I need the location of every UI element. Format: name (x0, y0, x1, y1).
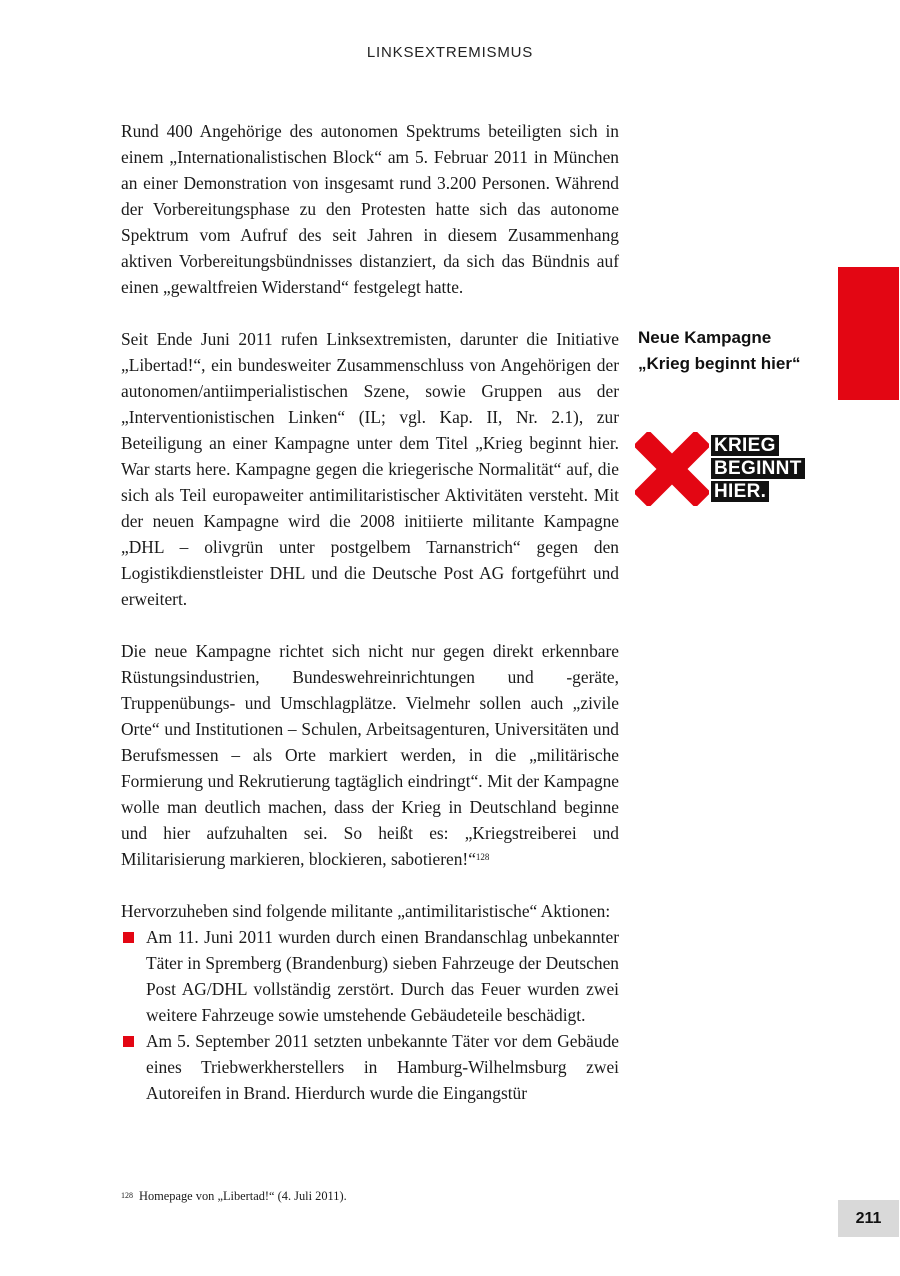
footnote-number: 128 (121, 1191, 133, 1200)
paragraph-campaign-targets-text: Die neue Kampagne richtet sich nicht nur gegen direkt erkennbare Rüstungsindustrien, Bundeswehreinrichtungen und -geräte, Truppenübungs- und Umschlagplätze. Vielmehr sollen auch „zivile Orte“ und Institutionen – Schulen, Arbeitsagenturen, Universitäten und Berufsmessen – als Orte markiert werden, in die „militärische Formierung und Rekrutierung tagtäglich eindringt“. Mit der Kampagne wolle man deutlich machen, dass der Krieg in Deutschland beginne und hier aufzuhalten sei. So heißt es: „Kriegstreiberei und Militarisierung markieren, blockieren, sabotieren!“ (121, 641, 619, 869)
paragraph-campaign: Seit Ende Juni 2011 rufen Linksextremisten, darunter die Initiative „Libertad!“, ein bundesweiter Zusammenschluss von Angehörigen der autonomen/antiimperialistischen Szene, sowie Gruppen aus der „Interventionistischen Linken“ (IL; vgl. Kap. II, Nr. 2.1), zur Beteiligung an einer Kampagne unter dem Titel „Krieg beginnt hier. War starts here. Kampagne gegen die kriegerische Normalität“ auf, die sich als Teil europaweiter antimilitaristischer Aktivitäten versteht. Mit der neuen Kampagne wird die 2008 initiierte militante Kampagne „DHL – olivgrün unter postgelbem Tarnanstrich“ gegen den Logistikdienstleister DHL und die Deutsche Post AG fortgeführt und erweitert. (121, 329, 619, 609)
list-item (121, 924, 619, 1028)
main-text-column (121, 118, 619, 1106)
red-x-icon (635, 432, 709, 506)
footnote-text: Homepage von „Libertad!“ (4. Juli 2011). (139, 1189, 347, 1203)
campaign-logo (635, 432, 813, 506)
margin-heading-line-2: „Krieg beginnt hier“ (638, 354, 801, 373)
logo-word: KRIEG (711, 435, 779, 456)
running-header: LINKSEXTREMISMUS (366, 44, 534, 61)
bullet-square-icon (123, 932, 134, 943)
bullet-square-icon (123, 1036, 134, 1047)
footnote-reference: 128 (475, 852, 490, 862)
page-number: 211 (838, 1200, 899, 1237)
paragraph-demonstration: Rund 400 Angehörige des autonomen Spektrums beteiligten sich in einem „Internationalistischen Block“ am 5. Februar 2011 in München an einer Demonstration von insgesamt rund 3.200 Personen. Während der Vorbereitungsphase zu den Protesten hatte sich das autonome Spektrum vom Aufruf des seit Jahren in diesem Zusammenhang aktiven Vorbereitungsbündnisses distanziert, da sich das Bündnis auf einen „gewaltfreien Widerstand“ festgelegt hatte. (121, 121, 619, 297)
footnote (121, 1188, 619, 1204)
chapter-tab-marker (838, 267, 899, 400)
actions-list (121, 924, 619, 1106)
list-item-text: Am 5. September 2011 setzten unbekannte Täter vor dem Gebäude eines Triebwerkherstellers in Hamburg-Wilhelmsburg zwei Autoreifen in Brand. Hierdurch wurde die Eingangstür (146, 1031, 619, 1103)
logo-wordmark (711, 435, 805, 504)
logo-word: HIER. (711, 481, 769, 502)
paragraph-actions-intro: Hervorzuheben sind folgende militante „antimilitaristische“ Aktionen: (121, 901, 611, 921)
list-item-text: Am 11. Juni 2011 wurden durch einen Brandanschlag unbekannter Täter in Spremberg (Brandenburg) sieben Fahrzeuge der Deutschen Post AG/DHL vollständig zerstört. Durch das Feuer wurden zwei weitere Fahrzeuge sowie umstehende Gebäudeteile beschädigt. (146, 927, 619, 1025)
margin-heading-line-1: Neue Kampagne (638, 328, 772, 347)
logo-word: BEGINNT (711, 458, 805, 479)
list-item (121, 1028, 619, 1106)
paragraph-campaign-targets (121, 638, 619, 872)
margin-heading (638, 325, 828, 377)
